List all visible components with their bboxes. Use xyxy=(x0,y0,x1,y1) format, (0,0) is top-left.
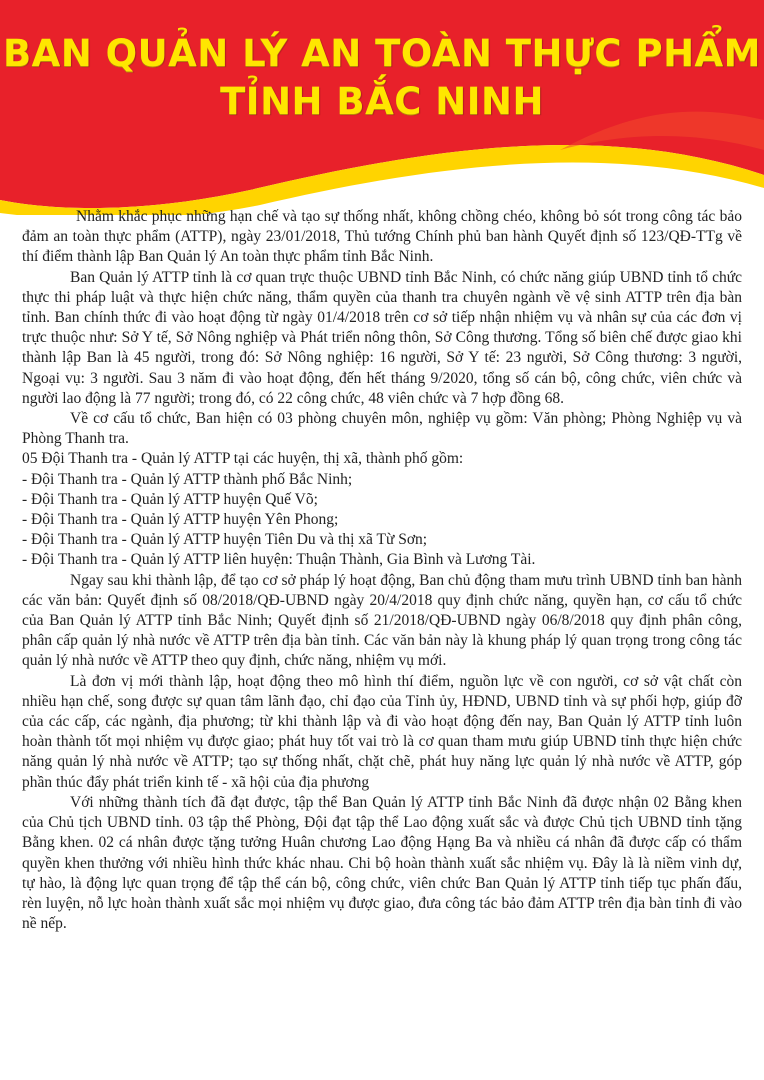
paragraph-functions: Ban Quản lý ATTP tỉnh là cơ quan trực thuộc UBND tỉnh Bắc Ninh, có chức năng giúp UBND tỉnh tổ chức thực thi pháp luật và thực hiện chức năng, thẩm quyền của thanh tra chuyên ngành về vệ sinh ATTP trên địa bàn tỉnh. Ban chính thức đi vào hoạt động từ ngày 01/4/2018 trên cơ sở tiếp nhận nhiệm vụ và nhân sự của các đơn vị trực thuộc như: Sở Y tế, Sở Nông nghiệp và Phát triển nông thôn, Sở Công thương. Tổng số biên chế được giao khi thành lập Ban là 45 người, trong đó: Sở Nông nghiệp: 16 người, Sở Y tế: 23 người, Sở Công thương: 3 người, Ngoại vụ: 3 người. Sau 3 năm đi vào hoạt động, đến hết tháng 9/2020, tổng số cán bộ, công chức, viên chức và người lao động là 77 người; trong đó, có 22 công chức, 48 viên chức và 7 hợp đồng 68. xyxy=(22,268,742,407)
header-banner xyxy=(0,0,764,215)
paragraph-awards: Với những thành tích đã đạt được, tập thể Ban Quản lý ATTP tỉnh Bắc Ninh đã được nhận 02 Bằng khen của Chủ tịch UBND tỉnh. 03 tập thể Phòng, Đội đạt tập thể Lao động xuất sắc và được Chủ tịch UBND tỉnh tặng Bằng khen. 02 cá nhân được tặng tưởng Huân chương Lao động Hạng Ba và nhiều cá nhân đã được cấp có thẩm quyền khen thưởng với nhiều hình thức khác nhau. Chi bộ hoàn thành xuất sắc nhiệm vụ. Đây là là niềm vinh dự, tự hào, là động lực quan trọng để tập thể cán bộ, công chức, viên chức Ban Quản lý ATTP tỉnh tiếp tục phấn đấu, rèn luyện, nỗ lực hoàn thành xuất sắc mọi nhiệm vụ được giao, đưa công tác bảo đảm ATTP trên địa bàn tỉnh đi vào nề nếp. xyxy=(22,793,742,933)
list-item: - Đội Thanh tra - Quản lý ATTP huyện Tiên Du và thị xã Từ Sơn; xyxy=(22,530,742,550)
paragraph-achievements: Là đơn vị mới thành lập, hoạt động theo mô hình thí điểm, nguồn lực về con người, cơ sở vật chất còn nhiều hạn chế, song được sự quan tâm lãnh đạo, chỉ đạo của Tỉnh ủy, HĐND, UBND tỉnh và sự phối hợp, giúp đỡ của các cấp, các ngành, địa phương; từ khi thành lập và đi vào hoạt động đến nay, Ban Quản lý ATTP tỉnh luôn hoàn thành tốt mọi nhiệm vụ được giao; phát huy tốt vai trò là cơ quan tham mưu giúp UBND tỉnh thực hiện chức năng quản lý nhà nước về ATTP; tạo sự thống nhất, chặt chẽ, phát huy năng lực quản lý nhà nước về ATTP, góp phần thúc đẩy phát triển kinh tế - xã hội của địa phương xyxy=(22,672,742,791)
list-item: - Đội Thanh tra - Quản lý ATTP huyện Quế Võ; xyxy=(22,490,742,510)
paragraph-structure: Về cơ cấu tổ chức, Ban hiện có 03 phòng chuyên môn, nghiệp vụ gồm: Văn phòng; Phòng Nghiệp vụ và Phòng Thanh tra. xyxy=(22,410,742,448)
paragraph-legal-basis: Ngay sau khi thành lập, để tạo cơ sở pháp lý hoạt động, Ban chủ động tham mưu trình UBND tỉnh ban hành các văn bản: Quyết định số 08/2018/QĐ-UBND ngày 20/4/2018 quy định chức năng, quyền hạn, cơ cấu tổ chức của Ban Quản lý ATTP tỉnh Bắc Ninh; Quyết định số 21/2018/QĐ-UBND ngày 06/8/2018 quy định phân công, phân cấp quản lý nhà nước về ATTP trên địa bàn tỉnh. Các văn bản này là khung pháp lý quan trọng trong công tác quản lý nhà nước về ATTP theo quy định, chức năng, nhiệm vụ mới. xyxy=(22,571,742,670)
list-item: - Đội Thanh tra - Quản lý ATTP huyện Yên Phong; xyxy=(22,510,742,530)
list-item: - Đội Thanh tra - Quản lý ATTP liên huyện: Thuận Thành, Gia Bình và Lương Tài. xyxy=(22,550,742,570)
paragraph-intro: Nhằm khắc phục những hạn chế và tạo sự thống nhất, không chồng chéo, không bỏ sót trong công tác bảo đảm an toàn thực phẩm (ATTP), ngày 23/01/2018, Thủ tướng Chính phủ ban hành Quyết định số 123/QĐ-TTg về thí điểm thành lập Ban Quản lý An toàn thực phẩm tỉnh Bắc Ninh. xyxy=(22,208,742,266)
page-title-line-1: BAN QUẢN LÝ AN TOÀN THỰC PHẨM xyxy=(2,32,761,75)
list-item: - Đội Thanh tra - Quản lý ATTP thành phố Bắc Ninh; xyxy=(22,470,742,490)
article-body xyxy=(22,207,742,934)
teams-list xyxy=(22,470,742,571)
page-title-line-2: TỈNH BẮC NINH xyxy=(220,80,544,123)
paragraph-teams-intro: 05 Đội Thanh tra - Quản lý ATTP tại các huyện, thị xã, thành phố gồm: xyxy=(22,450,464,468)
